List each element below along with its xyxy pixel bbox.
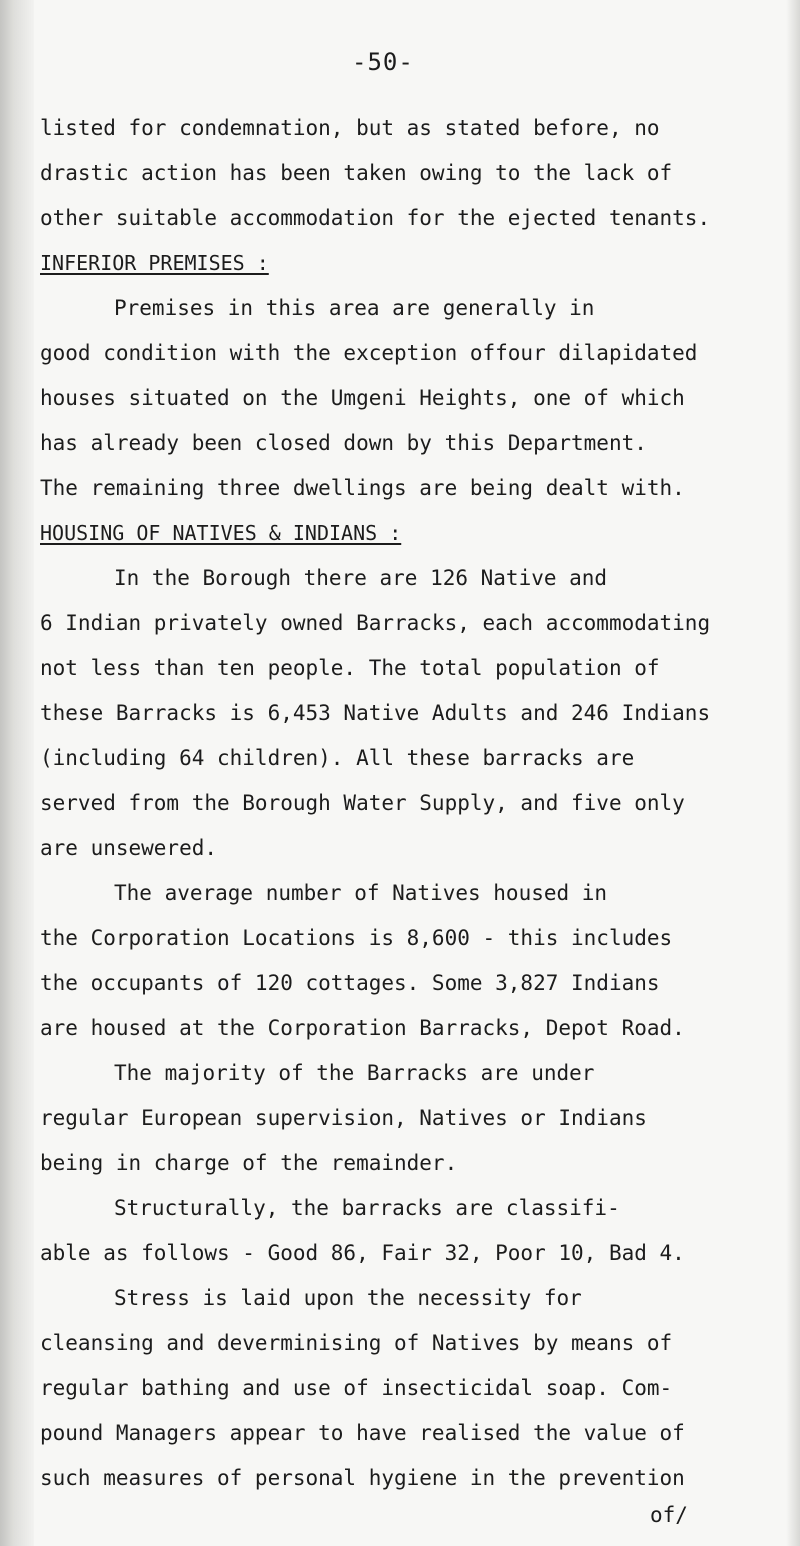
text-line: regular bathing and use of insecticidal soap. Com- [40,1376,673,1400]
text-line: other suitable accommodation for the ejected tenants. [40,206,711,230]
text-line: drastic action has been taken owing to the lack of [40,161,673,185]
text-line: Structurally, the barracks are classifi- [114,1196,620,1220]
text-line: 6 Indian privately owned Barracks, each accommodating [40,611,711,635]
text-line: not less than ten people. The total population of [40,656,660,680]
text-line: (including 64 children). All these barracks are [40,746,635,770]
text-line: pound Managers appear to have realised the value of [40,1421,685,1445]
text-line: the occupants of 120 cottages. Some 3,827 Indians [40,971,660,995]
text-line: are unsewered. [40,836,218,860]
text-line: In the Borough there are 126 Native and [114,566,608,590]
text-line: Premises in this area are generally in [114,296,595,320]
text-line: houses situated on the Umgeni Heights, one of which [40,386,685,410]
text-line: are housed at the Corporation Barracks, Depot Road. [40,1016,685,1040]
text-line: listed for condemnation, but as stated before, no [40,116,660,140]
text-line: being in charge of the remainder. [40,1151,458,1175]
section-heading-housing-of-natives-indians: HOUSING OF NATIVES & INDIANS : [40,521,402,545]
text-line: served from the Borough Water Supply, and five only [40,791,685,815]
text-line: has already been closed down by this Department. [40,431,647,455]
text-line: Stress is laid upon the necessity for [114,1286,582,1310]
continuation-mark: of/ [650,1503,688,1527]
section-heading-inferior-premises: INFERIOR PREMISES : [40,251,269,275]
text-line: able as follows - Good 86, Fair 32, Poor 10, Bad 4. [40,1241,685,1265]
page-number: -50- [352,48,414,76]
text-line: The majority of the Barracks are under [114,1061,595,1085]
text-line: such measures of personal hygiene in the prevention [40,1466,685,1490]
text-line: the Corporation Locations is 8,600 - this includes [40,926,673,950]
text-line: good condition with the exception offour dilapidated [40,341,698,365]
text-line: regular European supervision, Natives or Indians [40,1106,647,1130]
text-line: The average number of Natives housed in [114,881,608,905]
text-line: The remaining three dwellings are being dealt with. [40,476,685,500]
text-line: these Barracks is 6,453 Native Adults and 246 Indians [40,701,711,725]
text-line: cleansing and deverminising of Natives by means of [40,1331,673,1355]
